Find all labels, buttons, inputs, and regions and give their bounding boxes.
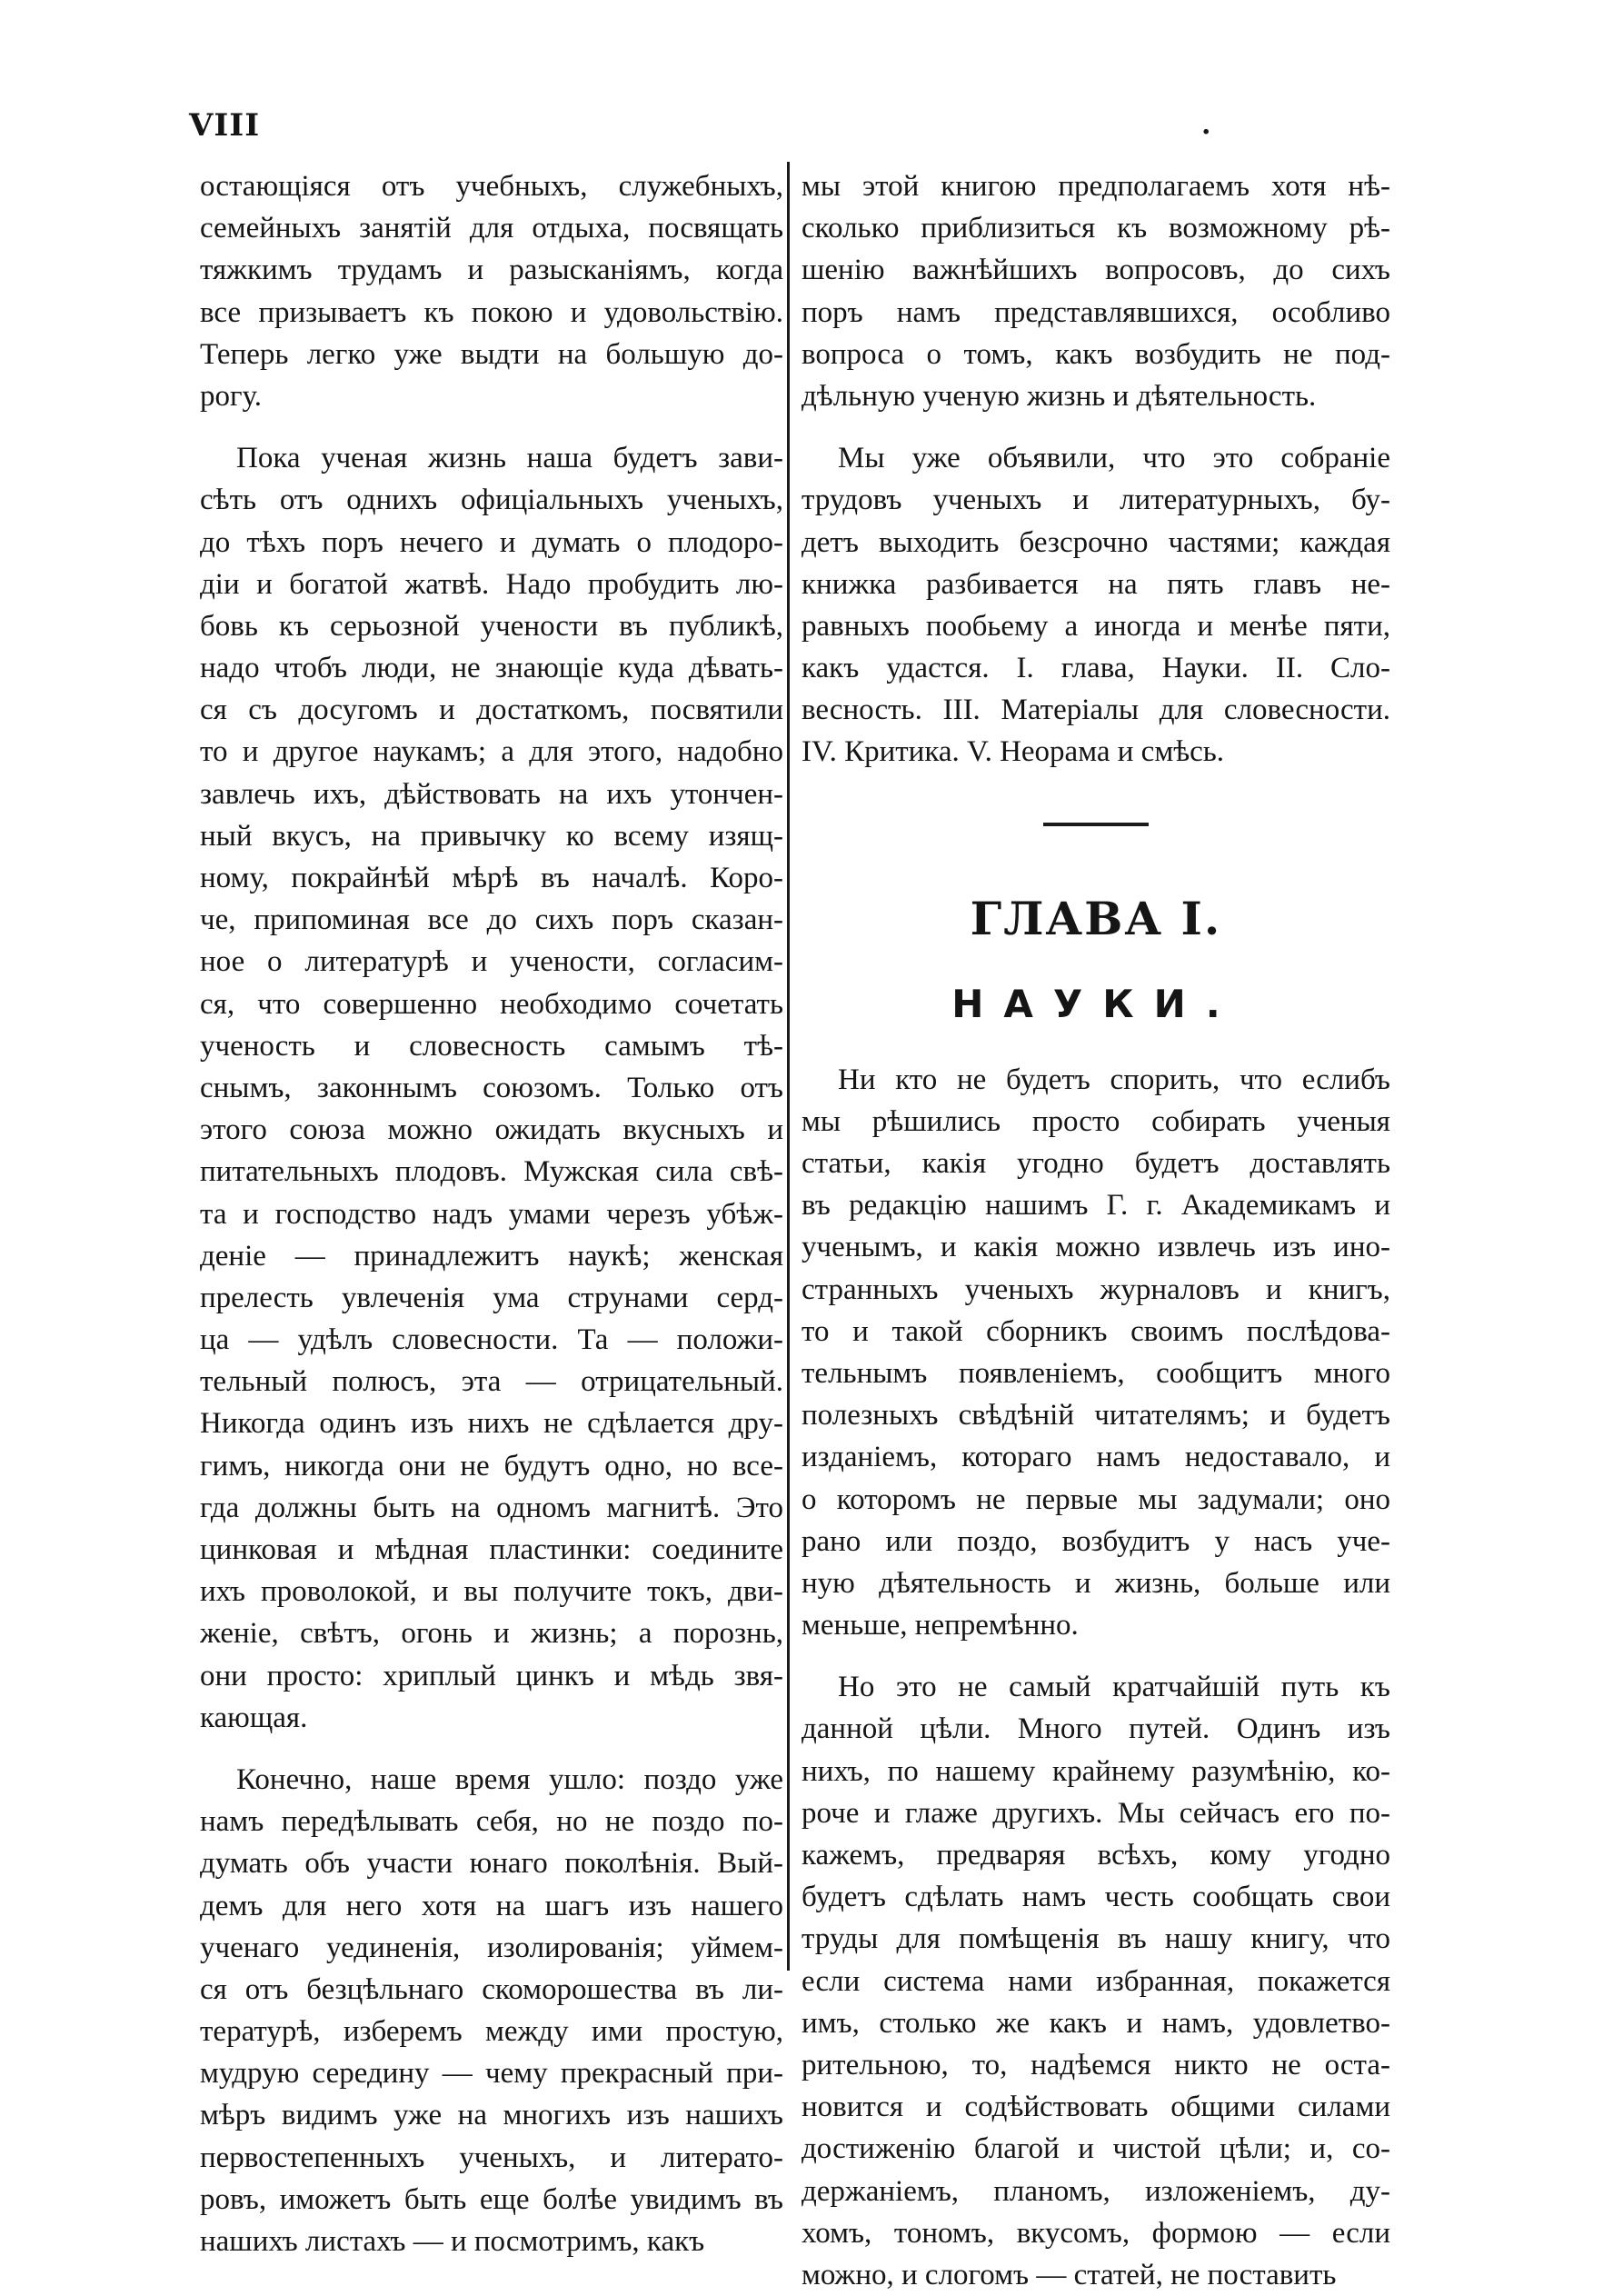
text-line: статьи, какія угодно будетъ доставлять [802,1147,1390,1180]
text-line: роче и глаже другихъ. Мы сейчасъ его по- [802,1796,1390,1830]
text-line: имъ, столько же какъ и намъ, удовлетво- [802,2006,1390,2040]
text-line: меньше, непремѣнно. [802,1609,1079,1642]
text-line: остающіяся отъ учебныхъ, служебныхъ, [200,170,783,203]
chapter-body-text [802,1059,1390,2296]
text-line: ученымъ, и какія можно извлечь изъ ино- [802,1231,1390,1264]
text-line: нихъ, по нашему крайнему разумѣнію, ко- [802,1754,1390,1788]
text-line: детъ выходить безсрочно частями; каждая [802,525,1390,559]
text-line: будетъ сдѣлать намъ честь сообщать свои [802,1881,1390,1914]
text-line: если система нами избранная, покажется [802,1964,1390,1998]
page-number: VIII [189,107,261,144]
text-line: этого союза можно ожидать вкусныхъ и [200,1113,783,1147]
text-line: ся съ досугомъ и достаткомъ, посвятили [200,694,783,727]
text-line: ся, что совершенно необходимо сочетать [200,987,783,1021]
text-line: мѣръ видимъ уже на многихъ изъ нашихъ [200,2099,783,2132]
text-line: они просто: хриплый цинкъ и мѣдь звя- [200,1659,783,1692]
text-line: Но это не самый кратчайшій путь къ [838,1671,1390,1704]
text-line: поръ намъ представлявшихся, особливо [802,295,1390,329]
text-line: питательныхъ плодовъ. Мужская сила свѣ- [200,1155,783,1189]
text-line: та и господство надъ умами черезъ убѣж- [200,1197,783,1231]
text-line: Конечно, наше время ушло: поздо уже [236,1762,783,1796]
text-line: гда должны быть на одномъ магнитѣ. Это [200,1491,783,1524]
text-line: до тѣхъ поръ нечего и думать о плодоро- [200,525,783,559]
text-line: мы рѣшились просто собирать ученыя [802,1104,1390,1138]
text-line: завлечь ихъ, дѣйствовать на ихъ утончен- [200,777,783,811]
text-line: ную дѣятельность и жизнь, больше или [802,1566,1390,1600]
text-line: нашихъ листахъ — и посмотримъ, какъ [200,2225,705,2258]
top-mark: . [1201,109,1211,141]
text-line: діи и богатой жатвѣ. Надо пробудить лю- [200,567,783,601]
text-line: бовь къ серьозной учености въ публикѣ, [200,609,783,643]
text-line: Пока ученая жизнь наша будетъ зави- [236,442,783,475]
text-line: дѣльную ученую жизнь и дѣятельность. [802,379,1317,413]
text-line: шенію важнѣйшихъ вопросовъ, до сихъ [802,254,1390,287]
text-line: данной цѣли. Много путей. Одинъ изъ [802,1712,1390,1746]
text-line: какъ удастся. I. глава, Науки. II. Сло- [802,652,1390,685]
text-line: гимъ, никогда они не будутъ одно, но все- [200,1449,783,1482]
text-line: кажемъ, предваряя всѣхъ, кому угодно [802,1839,1390,1872]
text-line: все призываетъ къ покою и удовольствію. [200,295,783,329]
right-column [802,165,1390,2296]
text-line: весность. III. Матеріалы для словесности. [802,694,1390,727]
text-line: мы этой книгою предполагаемъ хотя нѣ- [802,170,1390,203]
text-line: семейныхъ занятій для отдыха, посвящать [200,212,783,245]
chapter-divider [1043,823,1149,826]
text-line: ный вкусъ, на привычку ко всему изящ- [200,819,783,853]
text-line: ровъ, иможетъ быть еще болѣе увидимъ въ [200,2182,783,2216]
text-line: намъ передѣлывать себя, но не поздо по- [200,1805,783,1839]
text-line: думать объ участи юнаго поколѣнія. Вый- [200,1847,783,1881]
text-line: рогу. [200,379,262,413]
right-intro-text [802,165,1390,774]
text-line: держаніемъ, планомъ, изложеніемъ, ду- [802,2174,1390,2208]
text-line: равныхъ пообьему а иногда и менѣе пяти, [802,609,1390,643]
text-line: Мы уже объявили, что это собраніе [838,442,1390,475]
text-line: можно, и слогомъ — статей, не поставить [802,2258,1337,2291]
text-line: прелесть увлеченія ума струнами серд- [200,1281,783,1314]
text-line: ученость и словесность самымъ тѣ- [200,1029,783,1063]
text-line: тельнымъ появленіемъ, сообщитъ много [802,1356,1390,1390]
text-line: че, припоминая все до сихъ поръ сказан- [200,903,783,937]
text-line: то и такой сборникъ своимъ послѣдова- [802,1314,1390,1348]
text-line: новится и содѣйствовать общими силами [802,2091,1390,2124]
text-line: мудрую середину — чему прекрасный при- [200,2057,783,2091]
text-line: ся отъ безцѣльнаго скоморошества въ ли- [200,1972,783,2006]
text-line: Ни кто не будетъ спорить, что еслибъ [838,1063,1390,1096]
paragraph-gap [200,1739,783,1759]
text-line: сѣть отъ однихъ офиціальныхъ ученыхъ, [200,484,783,517]
text-line: ное о литературѣ и учености, согласим- [200,945,783,979]
chapter-title: ГЛАВА I. [970,891,1222,945]
column-rule [787,162,790,1971]
chapter-subtitle: НАУКИ. [951,981,1240,1026]
text-line: полезныхъ свѣдѣній читателямъ; и будетъ [802,1399,1390,1433]
text-line: кающая. [200,1701,308,1734]
text-line: вопроса о томъ, какъ возбудить не под- [802,337,1390,371]
text-line: ихъ проволокой, и вы получите токъ, дви- [200,1575,783,1609]
text-line: женіе, свѣтъ, огонь и жизнь; а порознь, [200,1617,783,1651]
text-line: деніе — принадлежитъ наукѣ; женская [200,1239,783,1273]
text-line: первостепенныхъ ученыхъ, и литерато- [200,2141,783,2174]
text-line: достиженію благой и чистой цѣли; и, со- [802,2132,1390,2166]
text-line: изданіемъ, котораго намъ недоставало, и [802,1441,1390,1474]
text-line: въ редакцію нашимъ Г. г. Академикамъ и [802,1189,1390,1223]
text-line: снымъ, законнымъ союзомъ. Только отъ [200,1071,783,1104]
text-line: ученаго уединенія, изолированія; уймем- [200,1931,783,1964]
text-line: IV. Критика. V. Неорама и смѣсь. [802,735,1225,769]
text-line: рительною, то, надѣемся никто не оста- [802,2048,1390,2081]
text-line: демъ для него хотя на шагъ изъ нашего [200,1889,783,1922]
text-line: ному, покрайнѣй мѣрѣ въ началѣ. Коро- [200,862,783,894]
paragraph-gap [802,1646,1390,1666]
text-line: надо чтобъ люди, не знающіе куда дѣвать- [200,652,783,685]
text-line: сколько приблизиться къ возможному рѣ- [802,212,1390,245]
text-line: странныхъ ученыхъ журналовъ и книгъ, [802,1273,1390,1306]
text-line: Никогда одинъ изъ нихъ не сдѣлается дру- [200,1407,783,1441]
left-column [200,165,783,2262]
text-line: книжка разбивается на пять главъ не- [802,567,1390,601]
paragraph-gap [200,417,783,437]
text-line: ца — удѣлъ словесности. Та — положи- [200,1323,783,1357]
text-line: о которомъ не первые мы задумали; оно [802,1482,1390,1516]
text-line: тяжкимъ трудамъ и разысканіямъ, когда [200,254,783,287]
text-line: тельный полюсъ, эта — отрицательный. [200,1365,783,1399]
text-line: то и другое наукамъ; а для этого, надобно [200,735,783,769]
text-line: трудовъ ученыхъ и литературныхъ, бу- [802,484,1390,517]
text-line: рано или поздо, возбудитъ у насъ уче- [802,1524,1390,1558]
text-line: цинковая и мѣдная пластинки: соедините [200,1533,783,1566]
text-line: тературѣ, изберемъ между ими простую, [200,2015,783,2049]
text-line: Теперь легко уже выдти на большую до- [200,337,783,371]
text-line: труды для помѣщенія въ нашу книгу, что [802,1922,1390,1956]
text-line: хомъ, тономъ, вкусомъ, формою — если [802,2216,1390,2250]
paragraph-gap [802,417,1390,437]
